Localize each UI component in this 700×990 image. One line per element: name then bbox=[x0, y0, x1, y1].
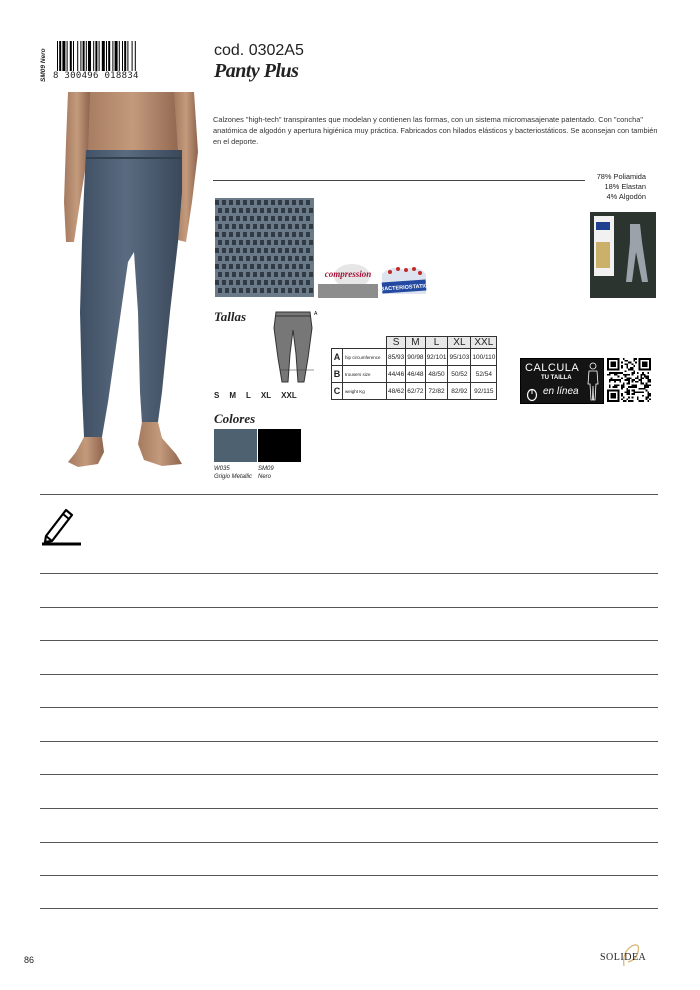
product-description: Calzones "high-tech" transpirantes que modelan y contienen las formas, con un sistema micromasajenate patentado. Con "concha" anatómica de algodón y apertura higiénica muy práctica. Fabricados con hilados elásticos y bacteriostáticos. Se aconsejan con también en el deporte. bbox=[213, 115, 658, 146]
color-swatch-grigio-metallic bbox=[214, 429, 257, 462]
note-line[interactable] bbox=[40, 808, 658, 809]
calcula-title: CALCULA bbox=[525, 362, 580, 374]
color-label bbox=[214, 465, 252, 481]
body-silhouette-icon bbox=[587, 362, 599, 402]
color-name: Nero bbox=[258, 474, 272, 480]
color-code: SM09 bbox=[258, 466, 274, 472]
colors-title: Colores bbox=[214, 411, 256, 426]
table-row bbox=[332, 383, 497, 400]
table-cell: 52/54 bbox=[471, 366, 497, 383]
bacteriostatic-label: BACTERIOSTATIC bbox=[380, 283, 429, 293]
calcula-online: en línea bbox=[543, 386, 579, 397]
color-name: Grigio Metallic bbox=[214, 474, 253, 480]
table-cell: 62/72 bbox=[406, 383, 425, 400]
packaging-image bbox=[590, 212, 656, 298]
product-photo bbox=[58, 92, 202, 477]
composition-item: 4% Algodón bbox=[606, 192, 646, 201]
table-cell: 48/62 bbox=[387, 383, 406, 400]
table-row bbox=[332, 366, 497, 383]
table-cell: 95/103 bbox=[448, 349, 471, 366]
barcode bbox=[40, 40, 165, 84]
table-cell: 85/93 bbox=[387, 349, 406, 366]
size-label: S bbox=[214, 391, 220, 400]
note-line[interactable] bbox=[40, 674, 658, 675]
barcode-color-label: SM09 Nero bbox=[40, 48, 47, 82]
row-label: C bbox=[332, 383, 343, 400]
table-cell: 46/48 bbox=[406, 366, 425, 383]
color-swatch-nero bbox=[258, 429, 301, 462]
table-cell: 50/52 bbox=[448, 366, 471, 383]
row-label: B bbox=[332, 366, 343, 383]
table-cell: 90/98 bbox=[406, 349, 425, 366]
table-cell: 82/92 bbox=[448, 383, 471, 400]
leggings-diagram-icon bbox=[270, 310, 316, 386]
table-header: S bbox=[387, 337, 406, 349]
sizes-title: Tallas bbox=[214, 309, 247, 324]
barcode-bars bbox=[57, 41, 165, 71]
row-description: weight Kg bbox=[343, 383, 387, 400]
composition-item: 18% Elastan bbox=[604, 182, 646, 191]
notes-top-rule bbox=[40, 494, 658, 495]
size-label: XXL bbox=[281, 391, 297, 400]
bacteriostatic-badge bbox=[380, 264, 428, 298]
note-line[interactable] bbox=[40, 640, 658, 641]
size-chart-table bbox=[331, 336, 497, 400]
table-cell: 92/101 bbox=[425, 349, 448, 366]
size-label: L bbox=[246, 391, 251, 400]
section-rule bbox=[213, 180, 585, 181]
note-line[interactable] bbox=[40, 774, 658, 775]
brand-logo: SOLIDEA bbox=[600, 952, 647, 963]
size-label: M bbox=[229, 391, 237, 400]
product-name: Panty Plus bbox=[214, 60, 299, 82]
note-line[interactable] bbox=[40, 607, 658, 608]
table-cell: 44/46 bbox=[387, 366, 406, 383]
product-code: cod. 0302A5 bbox=[214, 42, 304, 59]
mouse-icon bbox=[525, 387, 539, 401]
note-line[interactable] bbox=[40, 573, 658, 574]
barcode-number: 8 300496 018834 bbox=[53, 71, 139, 81]
table-header: XXL bbox=[471, 337, 497, 349]
note-line[interactable] bbox=[40, 908, 658, 909]
table-row bbox=[332, 349, 497, 366]
note-line[interactable] bbox=[40, 707, 658, 708]
row-label: A bbox=[332, 349, 343, 366]
row-description: hip circumference bbox=[343, 349, 387, 366]
table-cell: 72/82 bbox=[425, 383, 448, 400]
compression-badge bbox=[318, 262, 378, 298]
table-cell: 100/110 bbox=[471, 349, 497, 366]
diagram-label-a: A bbox=[314, 311, 318, 317]
table-header-row bbox=[332, 337, 497, 349]
color-code: W035 bbox=[214, 466, 230, 472]
note-line[interactable] bbox=[40, 842, 658, 843]
note-line[interactable] bbox=[40, 875, 658, 876]
calcula-subtitle: TU TAILLA bbox=[541, 375, 572, 381]
compression-label: compression bbox=[324, 269, 372, 279]
page-number: 86 bbox=[24, 955, 35, 965]
color-label bbox=[258, 465, 274, 481]
sizes-list bbox=[214, 391, 307, 400]
note-line[interactable] bbox=[40, 741, 658, 742]
fabric-texture-image bbox=[215, 198, 314, 297]
composition-item: 78% Poliamida bbox=[596, 172, 646, 181]
size-label: XL bbox=[260, 391, 272, 400]
size-calculator-banner[interactable] bbox=[520, 358, 604, 404]
qr-code[interactable] bbox=[607, 358, 651, 402]
table-cell: 48/50 bbox=[425, 366, 448, 383]
row-description: trousers size bbox=[343, 366, 387, 383]
table-header: L bbox=[425, 337, 448, 349]
composition-list bbox=[588, 172, 646, 202]
table-header: M bbox=[406, 337, 425, 349]
table-cell: 92/115 bbox=[471, 383, 497, 400]
pencil-icon bbox=[42, 504, 82, 546]
table-header: XL bbox=[448, 337, 471, 349]
